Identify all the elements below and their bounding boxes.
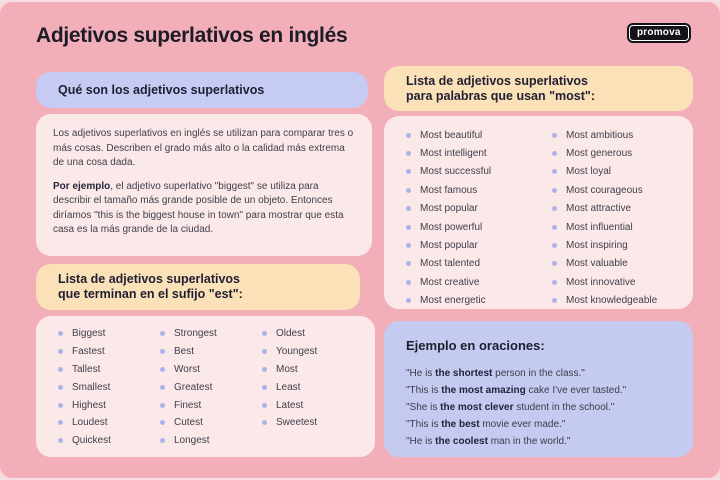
list-item xyxy=(552,292,657,310)
est-column-1 xyxy=(58,325,160,457)
list-item xyxy=(406,163,552,181)
what-paragraph-2-rest: , el adjetivo superlativo "biggest" se utiliza para describir el tamaño más grande posible de un objeto. Entonces diríamos "this is the biggest house in town" para mostrar que esta casa es la más grande de la ciudad. xyxy=(53,180,344,235)
list-item xyxy=(262,396,317,414)
list-item xyxy=(262,361,317,379)
bullet-icon xyxy=(58,349,63,354)
list-item xyxy=(552,236,657,254)
sentence-pre: "He is xyxy=(406,368,436,379)
list-item-label: Loudest xyxy=(72,417,108,429)
sentence-pre: "This is xyxy=(406,385,442,396)
list-item-label: Most popular xyxy=(420,240,478,252)
list-item-label: Quickest xyxy=(72,435,111,447)
promova-logo-text: promova xyxy=(629,25,689,41)
list-item xyxy=(58,432,160,450)
list-item-label: Most successful xyxy=(420,166,492,178)
bullet-icon xyxy=(552,188,557,193)
list-item-label: Most knowledgeable xyxy=(566,295,658,307)
list-item xyxy=(160,396,262,414)
bullet-icon xyxy=(406,188,411,193)
most-header-line-1: Lista de adjetivos superlativos xyxy=(406,74,589,88)
list-item xyxy=(406,200,552,218)
list-item xyxy=(262,378,317,396)
list-item-label: Highest xyxy=(72,399,106,411)
sentence-bold: the most amazing xyxy=(441,385,526,396)
bullet-icon xyxy=(58,438,63,443)
list-item-label: Worst xyxy=(174,363,200,375)
list-item xyxy=(58,361,160,379)
bullet-icon xyxy=(552,169,557,174)
bullet-icon xyxy=(406,261,411,266)
list-item xyxy=(262,325,317,343)
list-item xyxy=(262,414,317,432)
bullet-icon xyxy=(58,403,63,408)
sentence-bold: the best xyxy=(441,419,480,430)
list-item-label: Most talented xyxy=(420,258,481,270)
list-item xyxy=(552,255,657,273)
list-item xyxy=(160,432,262,450)
promova-logo xyxy=(627,23,691,43)
most-column-1 xyxy=(406,126,552,309)
list-item-label: Most xyxy=(276,363,298,375)
list-item xyxy=(552,181,657,199)
sentence-pre: "He is xyxy=(406,436,436,447)
list-item xyxy=(406,126,552,144)
what-section-body xyxy=(36,114,372,256)
list-item xyxy=(406,181,552,199)
sentence-bold: the shortest xyxy=(435,368,493,379)
list-item xyxy=(406,144,552,162)
list-item-label: Most ambitious xyxy=(566,129,634,141)
list-item-label: Youngest xyxy=(276,346,318,358)
est-header-line-2: que terminan en el sufijo "est": xyxy=(58,287,243,301)
bullet-icon xyxy=(262,349,267,354)
bullet-icon xyxy=(160,331,165,336)
what-section-header xyxy=(36,72,368,108)
bullet-icon xyxy=(58,420,63,425)
list-item-label: Most creative xyxy=(420,276,480,288)
list-item xyxy=(160,414,262,432)
bullet-icon xyxy=(552,298,557,303)
list-item-label: Most innovative xyxy=(566,276,636,288)
bullet-icon xyxy=(160,367,165,372)
list-item-label: Most valuable xyxy=(566,258,628,270)
est-column-3 xyxy=(262,325,317,457)
bullet-icon xyxy=(262,385,267,390)
bullet-icon xyxy=(58,367,63,372)
sentence-post: person in the class." xyxy=(492,368,585,379)
list-item xyxy=(552,200,657,218)
list-item-label: Greatest xyxy=(174,381,213,393)
infographic-canvas xyxy=(0,2,720,478)
list-item xyxy=(160,325,262,343)
most-column-2 xyxy=(552,126,657,309)
list-item xyxy=(552,273,657,291)
bullet-icon xyxy=(406,280,411,285)
list-item-label: Most loyal xyxy=(566,166,612,178)
bullet-icon xyxy=(160,403,165,408)
list-item xyxy=(160,378,262,396)
list-item-label: Fastest xyxy=(72,346,105,358)
sentence-pre: "She is xyxy=(406,402,441,413)
list-item xyxy=(552,218,657,236)
sentence-post: student in the school." xyxy=(513,402,615,413)
sentence-post: man in the world." xyxy=(487,436,571,447)
est-column-2 xyxy=(160,325,262,457)
bullet-icon xyxy=(552,280,557,285)
page-title: Adjetivos superlativos en inglés xyxy=(36,24,348,47)
list-item xyxy=(58,343,160,361)
list-item xyxy=(406,273,552,291)
list-item xyxy=(58,396,160,414)
example-sentence xyxy=(406,416,681,433)
est-section-header xyxy=(36,264,360,310)
list-item-label: Most famous xyxy=(420,184,478,196)
list-item xyxy=(552,126,657,144)
examples-section xyxy=(384,321,693,457)
list-item-label: Finest xyxy=(174,399,202,411)
list-item-label: Most attractive xyxy=(566,203,632,215)
list-item-label: Biggest xyxy=(72,328,106,340)
bullet-icon xyxy=(160,438,165,443)
bullet-icon xyxy=(552,151,557,156)
list-item-label: Strongest xyxy=(174,328,217,340)
bullet-icon xyxy=(406,133,411,138)
list-item xyxy=(160,361,262,379)
what-section-header-label: Qué son los adjetivos superlativos xyxy=(58,83,265,97)
list-item-label: Most courageous xyxy=(566,184,643,196)
most-section-body xyxy=(384,116,693,309)
examples-sentence-list xyxy=(406,365,681,450)
list-item xyxy=(58,325,160,343)
est-header-line-1: Lista de adjetivos superlativos xyxy=(58,272,241,286)
bullet-icon xyxy=(58,385,63,390)
list-item-label: Best xyxy=(174,346,195,358)
bullet-icon xyxy=(552,243,557,248)
sentence-post: cake I've ever tasted." xyxy=(525,385,627,396)
sentence-bold: the coolest xyxy=(435,436,488,447)
list-item xyxy=(58,378,160,396)
list-item-label: Most generous xyxy=(566,148,633,160)
what-paragraph-2-bold: Por ejemplo xyxy=(53,180,111,192)
list-item-label: Smallest xyxy=(72,381,111,393)
list-item xyxy=(406,218,552,236)
what-paragraph-1: Los adjetivos superlativos en inglés se utilizan para comparar tres o más cosas. Describen el grado más alto o la calidad más extrema de una cosa dada. xyxy=(53,128,354,168)
bullet-icon xyxy=(160,385,165,390)
bullet-icon xyxy=(160,420,165,425)
sentence-bold: the most clever xyxy=(440,402,514,413)
bullet-icon xyxy=(552,261,557,266)
list-item xyxy=(160,343,262,361)
list-item-label: Most powerful xyxy=(420,221,483,233)
bullet-icon xyxy=(58,331,63,336)
examples-section-title: Ejemplo en oraciones: xyxy=(406,338,545,353)
est-section-body xyxy=(36,316,375,457)
sentence-pre: "This is xyxy=(406,419,442,430)
bullet-icon xyxy=(406,169,411,174)
bullet-icon xyxy=(406,298,411,303)
list-item-label: Cutest xyxy=(174,417,203,429)
list-item xyxy=(406,255,552,273)
bullet-icon xyxy=(262,420,267,425)
most-section-header xyxy=(384,66,693,111)
list-item-label: Oldest xyxy=(276,328,305,340)
list-item-label: Most influential xyxy=(566,221,633,233)
example-sentence xyxy=(406,399,681,416)
list-item xyxy=(406,236,552,254)
list-item-label: Latest xyxy=(276,399,304,411)
bullet-icon xyxy=(552,133,557,138)
bullet-icon xyxy=(406,206,411,211)
bullet-icon xyxy=(406,243,411,248)
list-item-label: Tallest xyxy=(72,363,101,375)
bullet-icon xyxy=(160,349,165,354)
bullet-icon xyxy=(406,151,411,156)
bullet-icon xyxy=(552,206,557,211)
list-item-label: Most popular xyxy=(420,203,478,215)
bullet-icon xyxy=(262,331,267,336)
list-item xyxy=(552,163,657,181)
list-item xyxy=(406,292,552,310)
sentence-post: movie ever made." xyxy=(479,419,566,430)
most-header-line-2: para palabras que usan "most": xyxy=(406,89,595,103)
list-item xyxy=(58,414,160,432)
list-item-label: Most energetic xyxy=(420,295,486,307)
bullet-icon xyxy=(262,367,267,372)
list-item-label: Most intelligent xyxy=(420,148,487,160)
example-sentence xyxy=(406,382,681,399)
bullet-icon xyxy=(552,225,557,230)
list-item-label: Least xyxy=(276,381,301,393)
bullet-icon xyxy=(406,225,411,230)
what-paragraph-2 xyxy=(53,180,356,238)
list-item-label: Most inspiring xyxy=(566,240,628,252)
list-item-label: Longest xyxy=(174,435,210,447)
list-item-label: Most beautiful xyxy=(420,129,483,141)
example-sentence xyxy=(406,433,681,450)
example-sentence xyxy=(406,365,681,382)
list-item xyxy=(552,144,657,162)
bullet-icon xyxy=(262,403,267,408)
list-item-label: Sweetest xyxy=(276,417,318,429)
list-item xyxy=(262,343,317,361)
